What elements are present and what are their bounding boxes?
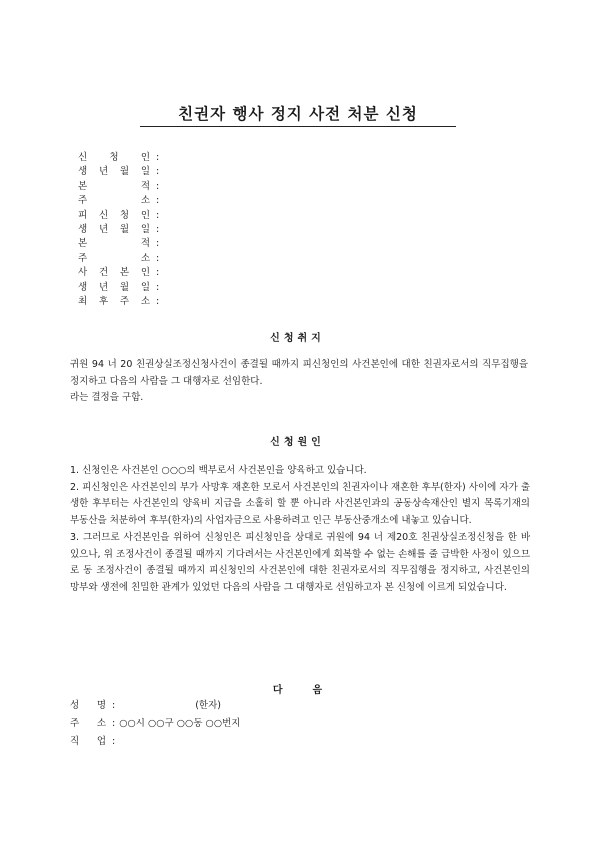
party-row	[78, 252, 159, 266]
party-label: 본 적	[78, 238, 150, 250]
party-row	[78, 281, 159, 295]
party-colon: :	[156, 209, 160, 221]
appointee-colon: :	[112, 700, 116, 711]
party-label: 피 신 청 인	[78, 209, 150, 221]
party-colon: :	[156, 267, 160, 279]
appointee-value: ○○시 ○○구 ○○동 ○○번지	[119, 718, 241, 729]
party-row	[78, 151, 159, 165]
appointee-block	[70, 697, 240, 751]
party-label: 주 소	[78, 195, 150, 207]
parties-block	[78, 151, 159, 309]
party-colon: :	[156, 224, 160, 236]
appointee-label: 주 소	[70, 718, 106, 729]
party-row	[78, 165, 159, 179]
cause-heading: 신청원인	[270, 437, 325, 448]
title-underline	[140, 126, 456, 127]
appointee-row	[70, 697, 240, 715]
party-row	[78, 180, 159, 194]
cause-item: 3. 그러므로 사건본인을 위하여 신청인은 피신청인을 상대로 귀원에 94 너 제20호 친권상실조정신청을 한 바 있으나, 위 조정사건이 종결될 때까지 기다려서는 사건본인에게 회복할 수 없는 손해를 줄 급박한 사정이 있으므로 동 조정사건이 종결될 때까지 피신청인의 사건본인에 대한 친권자로서의 직무집행을 정지하고, 사건본인의 망부와 생전에 친밀한 관계가 있었던 다음의 사람을 그 대행자로 선임하고자 본 신청에 이르게 되었습니다.	[70, 531, 530, 593]
cause-list	[70, 463, 530, 597]
appointee-heading: 다음	[272, 685, 353, 696]
party-label: 생 년 월 일	[78, 166, 150, 178]
party-row	[78, 223, 159, 237]
party-colon: :	[156, 296, 160, 308]
purpose-line: 귀원 94 너 20 친권상실조정신청사건이 종결될 때까지 피신청인의 사건본인에 대한 친권자로서의 직무집행을 정지하고 다음의 사람을 그 대행자로 선임한다.	[70, 359, 528, 387]
party-colon: :	[156, 180, 160, 192]
party-row	[78, 237, 159, 251]
party-colon: :	[156, 252, 160, 264]
appointee-colon: :	[112, 718, 116, 729]
party-colon: :	[156, 238, 160, 250]
party-row	[78, 194, 159, 208]
document-title: 친권자 행사 정지 사전 처분 신청	[178, 104, 418, 123]
purpose-text	[70, 357, 528, 407]
purpose-heading: 신청취지	[270, 333, 325, 344]
party-row	[78, 266, 159, 280]
party-label: 사 건 본 인	[78, 267, 150, 279]
party-row	[78, 209, 159, 223]
party-label: 최 후 주 소	[78, 296, 150, 308]
party-colon: :	[156, 281, 160, 293]
party-label: 신 청 인	[78, 152, 150, 163]
cause-item: 1. 신청인은 사건본인 ○○○의 백부로서 사건본인을 양육하고 있습니다.	[70, 465, 367, 476]
party-label: 본 적	[78, 180, 150, 192]
appointee-colon: :	[112, 736, 116, 747]
party-label: 주 소	[78, 252, 150, 264]
document-title-wrap	[140, 102, 456, 124]
party-colon: :	[156, 166, 160, 178]
appointee-row	[70, 715, 240, 733]
party-label: 생 년 월 일	[78, 224, 150, 236]
party-label: 생 년 월 일	[78, 281, 150, 293]
appointee-label: 직 업	[70, 736, 106, 747]
party-colon: :	[156, 195, 160, 207]
party-colon: :	[156, 152, 160, 163]
appointee-label: 성 명	[70, 700, 106, 711]
purpose-line: 라는 결정을 구함.	[70, 392, 144, 404]
appointee-row	[70, 733, 240, 751]
cause-item: 2. 피신청인은 사건본인의 부가 사망후 재혼한 모로서 사건본인의 친권자이나 재혼한 후부(한자) 사이에 자가 출생한 후부터는 사건본인의 양육비 지급을 소홀히 할 뿐 아니라 사건본인과의 공동상속재산인 별지 목록기재의 부동산을 처분하여 후부(한자)의 사업자금으로 사용하려고 인근 부동산중개소에 내놓고 있습니다.	[70, 481, 530, 527]
appointee-note: (한자)	[195, 700, 221, 711]
party-row	[78, 295, 159, 309]
